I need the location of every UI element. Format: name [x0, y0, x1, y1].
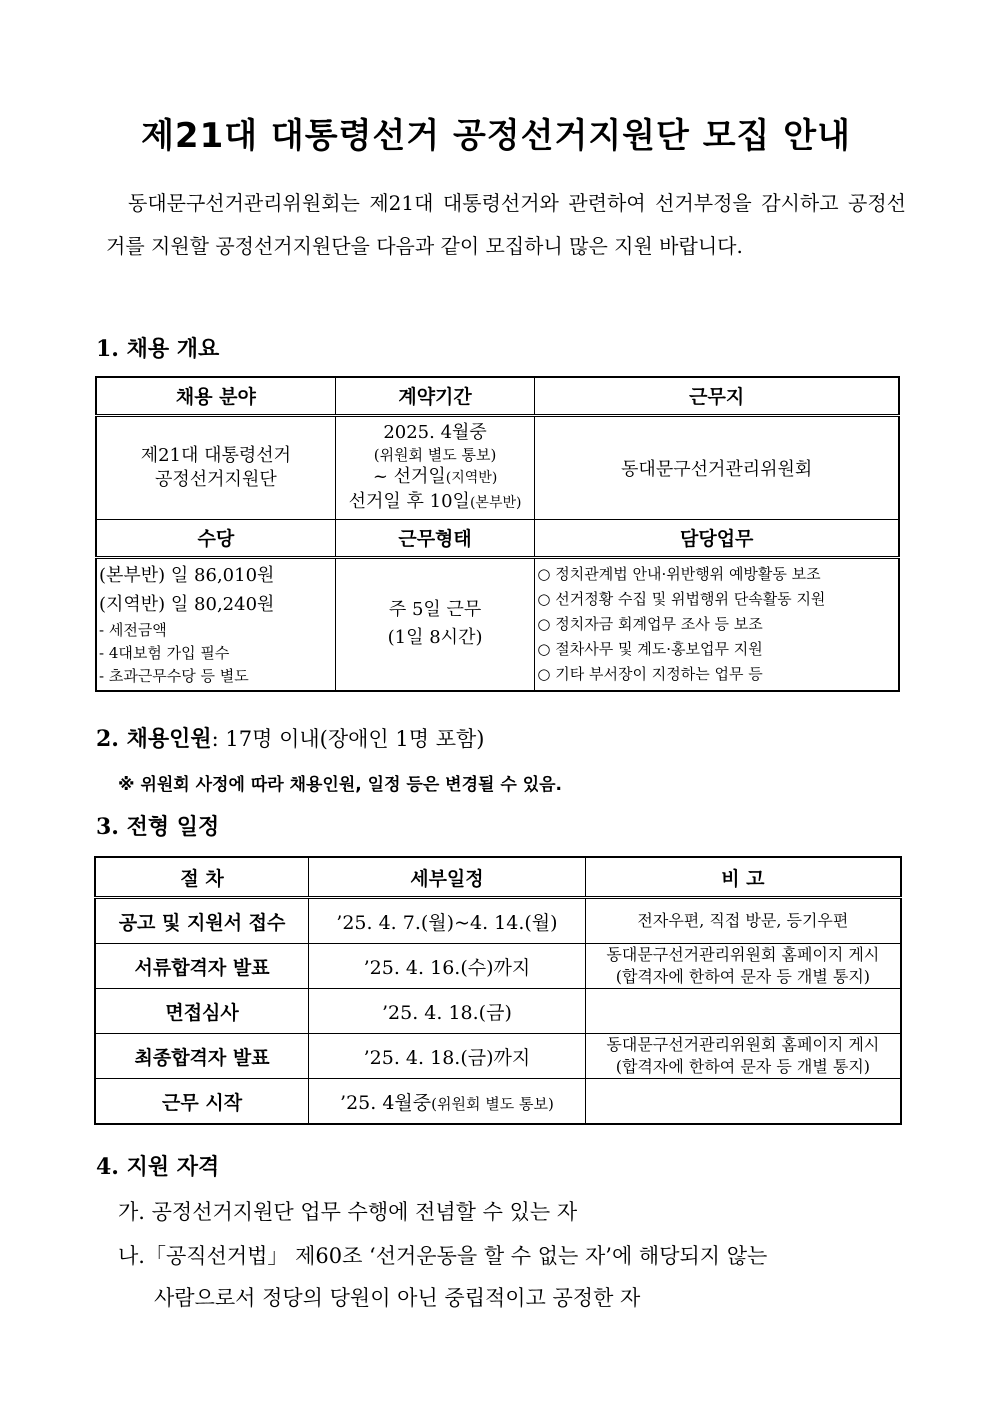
- remark-line: 전자우편, 직접 방문, 등기우편: [637, 911, 849, 930]
- header-allowance: 수당: [96, 519, 335, 557]
- work-type-line: 주 5일 근무: [388, 599, 482, 621]
- qualification-item: 가. 공정선거지원단 업무 수행에 전념할 수 있는 자: [118, 1200, 578, 1224]
- period-line: [336, 465, 535, 490]
- allowance-line: (지역반) 일 80,240원: [99, 593, 275, 615]
- allowance-note: - 세전금액: [99, 620, 167, 639]
- allowance-note: - 초과근무수당 등 별도: [99, 666, 249, 685]
- table-row: [95, 898, 901, 944]
- remark-line: 동대문구선거관리위원회 홈페이지 게시: [606, 945, 880, 964]
- header-step: 절 차: [95, 857, 309, 898]
- allowance-line: (본부반) 일 86,010원: [99, 564, 275, 586]
- duties-cell: [535, 557, 899, 691]
- period-cell: [335, 415, 535, 519]
- qualification-item-continued: 사람으로서 정당의 당원이 아닌 중립적이고 공정한 자: [154, 1286, 641, 1310]
- duty-item: ○ 절차사무 및 계도·홍보업무 지원: [537, 639, 763, 658]
- recruitment-overview-table: [95, 376, 900, 692]
- table-row: [95, 1034, 901, 1079]
- period-line: [336, 490, 535, 515]
- schedule-table: [94, 856, 902, 1125]
- work-type-cell: [335, 557, 535, 691]
- remark-line: (합격자에 한하여 문자 등 개별 통지): [615, 967, 871, 986]
- remark-cell: [585, 989, 901, 1034]
- table-row: [95, 1079, 901, 1125]
- workplace-cell: 동대문구선거관리위원회: [535, 415, 899, 519]
- remark-cell: [585, 1079, 901, 1125]
- remark-cell: [585, 1034, 901, 1079]
- schedule-cell: ’25. 4. 16.(수)까지: [309, 944, 586, 989]
- remark-cell: [585, 944, 901, 989]
- intro-paragraph: 동대문구선거관리위원회는 제21대 대통령선거와 관련하여 선거부정을 감시하고 공정선거를 지원할 공정선거지원단을 다음과 같이 모집하니 많은 지원 바랍니다.: [106, 191, 906, 258]
- field-line: 제21대 대통령선거: [140, 444, 292, 466]
- duty-item: ○ 정치관계법 안내·위반행위 예방활동 보조: [537, 564, 821, 583]
- allowance-note: - 4대보험 가입 필수: [99, 643, 230, 662]
- table-row: [95, 989, 901, 1034]
- page-title: 제21대 대통령선거 공정선거지원단 모집 안내: [141, 116, 851, 156]
- period-line: (위원회 별도 통보): [373, 445, 497, 464]
- header-work-type: 근무형태: [335, 519, 535, 557]
- remark-line: (합격자에 한하여 문자 등 개별 통지): [615, 1057, 871, 1076]
- period-line: 2025. 4월중: [383, 421, 487, 443]
- recruitment-count-text: : 17명 이내(장애인 1명 포함): [211, 727, 485, 751]
- period-text-small: (본부반): [469, 494, 522, 511]
- period-text: ~ 선거일: [372, 465, 446, 487]
- header-remark: 비 고: [585, 857, 901, 898]
- duty-item: ○ 정치자금 회계업무 조사 등 보조: [537, 614, 763, 633]
- header-schedule: 세부일정: [309, 857, 586, 898]
- period-text: 선거일 후 10일: [348, 490, 470, 512]
- step-cell: 면접심사: [95, 989, 309, 1034]
- step-cell: 근무 시작: [95, 1079, 309, 1125]
- qualification-item: 나.「공직선거법」 제60조 ‘선거운동을 할 수 없는 자’에 해당되지 않는: [118, 1244, 768, 1268]
- period-text-small: (지역반): [445, 469, 498, 486]
- schedule-cell: [309, 1079, 586, 1125]
- change-notice: ※ 위원회 사정에 따라 채용인원, 일정 등은 변경될 수 있음.: [118, 775, 562, 795]
- step-cell: 최종합격자 발표: [95, 1034, 309, 1079]
- section-heading-recruitment-overview: 1. 채용 개요: [96, 336, 220, 362]
- step-cell: 공고 및 지원서 접수: [95, 898, 309, 944]
- field-line: 공정선거지원단: [155, 468, 277, 490]
- schedule-cell: ’25. 4. 18.(금): [309, 989, 586, 1034]
- duty-item: ○ 선거정황 수집 및 위법행위 단속활동 지원: [537, 589, 826, 608]
- header-contract-period: 계약기간: [335, 377, 535, 415]
- duty-item: ○ 기타 부서장이 지정하는 업무 등: [537, 664, 763, 683]
- allowance-cell: [96, 557, 335, 691]
- header-field: 채용 분야: [96, 377, 335, 415]
- remark-line: 동대문구선거관리위원회 홈페이지 게시: [606, 1035, 880, 1054]
- remark-cell: [585, 898, 901, 944]
- field-cell: [96, 415, 335, 519]
- schedule-text: ’25. 4월중: [340, 1091, 432, 1114]
- section-recruitment-count: [96, 722, 484, 753]
- table-row: [95, 944, 901, 989]
- section-heading-qualifications: 4. 지원 자격: [96, 1154, 220, 1180]
- work-type-line: (1일 8시간): [387, 627, 483, 649]
- section-heading-recruitment-count: 2. 채용인원: [96, 726, 212, 752]
- header-duties: 담당업무: [535, 519, 899, 557]
- schedule-text-small: (위원회 별도 통보): [431, 1094, 554, 1113]
- schedule-cell: ’25. 4. 18.(금)까지: [309, 1034, 586, 1079]
- schedule-cell: ’25. 4. 7.(월)~4. 14.(월): [309, 898, 586, 944]
- header-workplace: 근무지: [535, 377, 899, 415]
- step-cell: 서류합격자 발표: [95, 944, 309, 989]
- section-heading-schedule: 3. 전형 일정: [96, 814, 220, 840]
